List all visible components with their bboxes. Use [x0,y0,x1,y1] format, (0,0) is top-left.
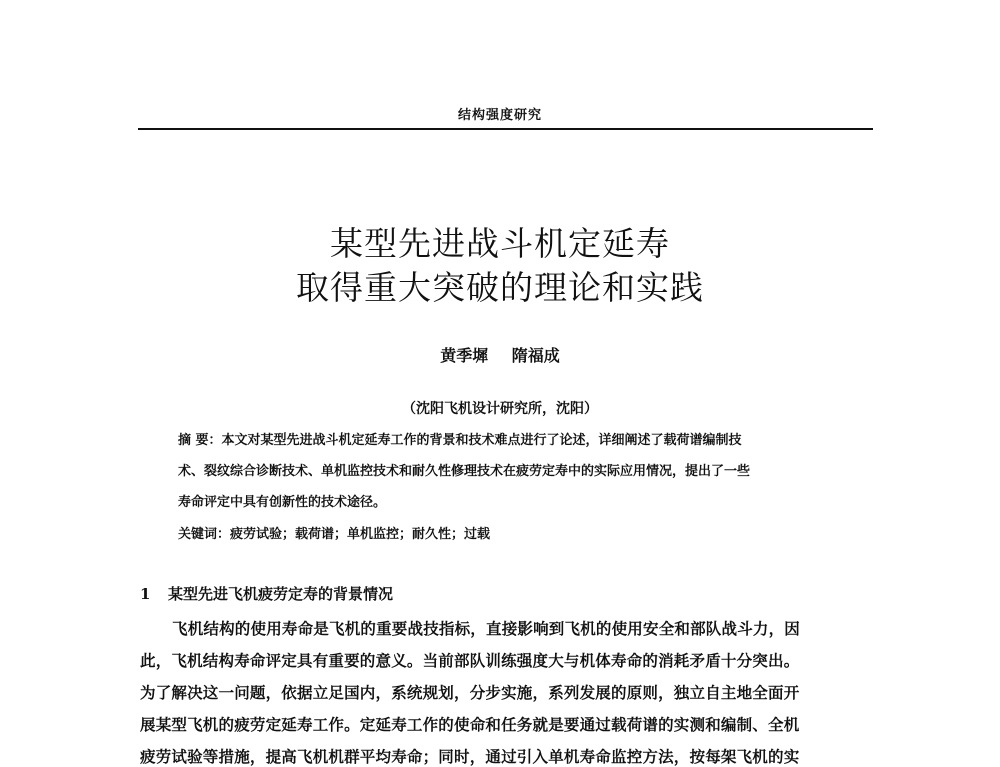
body-line-1: 飞机结构的使用寿命是飞机的重要战技指标，直接影响到飞机的使用安全和部队战斗力，因 [172,619,801,638]
paper-title-line-1: 某型先进战斗机定延寿 [330,224,670,263]
abstract-label: 摘 要： [178,433,222,448]
section-number: 1 [140,585,151,603]
body-line-3: 为了解决这一问题，依据立足国内，系统规划，分步实施，系列发展的原则，独立自主地全面开 [140,683,800,702]
section-heading [140,583,393,604]
abstract-line-3: 寿命评定中具有创新性的技术途径。 [178,495,387,510]
keywords [178,523,490,542]
paper-title-line-2: 取得重大突破的理论和实践 [296,268,704,307]
authors: 黄季墀 隋福成 [440,346,560,365]
header-rule [138,128,873,130]
body-line-5: 疲劳试验等措施，提高飞机机群平均寿命；同时，通过引入单机寿命监控方法，按每架飞机的实 [140,747,800,766]
abstract-line-2: 术、裂纹综合诊断技术、单机监控技术和耐久性修理技术在疲劳定寿中的实际应用情况，提出了一些 [178,464,751,479]
abstract-line-1 [178,429,858,448]
keywords-text: 疲劳试验；载荷谱；单机监控；耐久性；过载 [230,527,491,542]
body-line-2: 此，飞机结构寿命评定具有重要的意义。当前部队训练强度大与机体寿命的消耗矛盾十分突出。 [140,651,800,670]
body-line-4: 展某型飞机的疲劳定延寿工作。定延寿工作的使命和任务就是要通过载荷谱的实测和编制、全机 [140,715,800,734]
section-title: 某型先进飞机疲劳定寿的背景情况 [168,585,394,603]
keywords-label: 关键词： [178,527,231,542]
running-head: 结构强度研究 [457,108,542,123]
affiliation: （沈阳飞机设计研究所，沈阳） [402,401,598,417]
abstract-text-1: 本文对某型先进战斗机定延寿工作的背景和技术难点进行了论述，详细阐述了载荷谱编制技 [221,433,742,448]
